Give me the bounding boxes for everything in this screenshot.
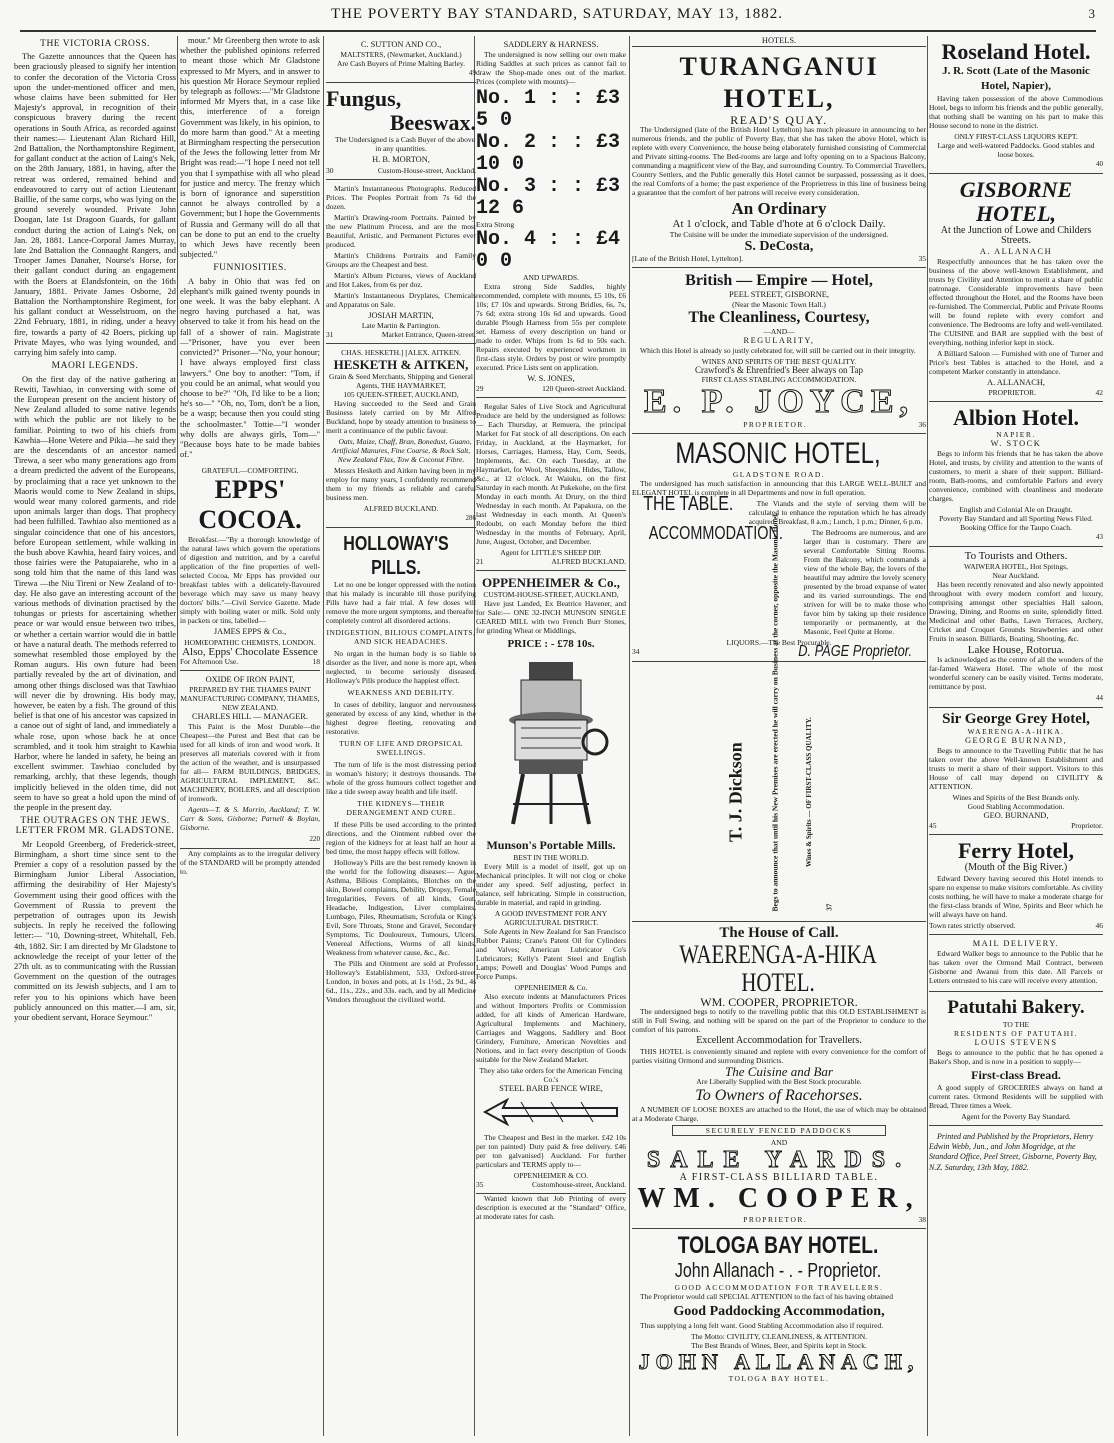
mail-text: Edward Walker begs to announce to the Public that he has taken over the Ormond Mail Contract, between Gisborne and Awanui from this date. All Parcels or Letters entrusted to his care will receive every attention. [929,948,1103,985]
victoria-cross-heading: THE VICTORIA CROSS. [40,39,150,49]
tologa-good: GOOD ACCOMMODATION FOR TRAVELLERS. [674,1283,884,1293]
waerenga-proprietor: WM. COOPER, PROPRIETOR. [700,995,858,1010]
ferry-sub: (Mouth of the Big River.) [964,862,1068,874]
morton-number: 30 [326,165,334,175]
patutahi-agent: Agent for the Poverty Bay Standard. [961,1112,1071,1122]
waerenga-billiard: A FIRST-CLASS BILLIARD TABLE. [679,1171,879,1183]
column-rule [629,36,630,1436]
ordinary-title: An Ordinary [731,199,827,219]
turanganui-title: TURANGANUI HOTEL, [679,52,879,114]
patutahi-text: Begs to announce to the public that he has opened a Baker's Shop, and is now in a position to supply— [929,1048,1103,1067]
oppenheimer2-title: OPPENHEIMER & Co. [514,982,588,992]
martin-item: Martin's Instantaneous Dryplates, Chemicals and Apparatus on Sale. [326,290,476,309]
morton-name: H. B. MORTON, [372,155,430,165]
sales-name: ALFRED BUCKLAND. [551,557,626,567]
hesketh-title: HESKETH & AITKEN, [333,356,469,372]
hesketh-number: 286 [465,513,476,522]
hotels-section-heading: HOTELS. [632,36,926,47]
martin-item: Martin's Drawing-room Portraits. Painted by the new Platinum Process, and are the most Beautiful, Artistic, and Permanent Pictures ever produced. [326,212,476,249]
turanganui-sub: READ'S QUAY. [730,113,828,128]
outrages-article: Mr Leopold Greenberg, of Frederick-street, Birmingham, a short time since sent to the Premier a copy of a resolution passed by the Birmingham Junior Liberal Association, affirming the desirability of Her Majesty's Government using their good offices with the Government of Russia to prevent the perpetration of outrages upon its Jewish subjects. In reply he received the following letter:— "10, Downing-street, Whitehall, Feb. 4th, 1882. Sir: I am directed by Mr Gladstone to acknowledge the receipt of your letter of the 27th ult. as to communicating with the Russian Government on the question of the outrages committed on its Jewish subjects, and I am to refer you to his opinions which have been publicly announced on this matter.—I am, sir, your obedient servant, Horace Seymour." [14,839,176,1023]
holloway-para: Holloway's Pills are the best remedy known in the world for the following diseases:— Ague, Asthma, Bilious Complaints, Blotches on the skin, Bowel complaints, Debility, Dropsy, Female Irregularities, Fevers of all kinds, Gout, Headache, Indigestion, Liver complaints, Lumbago, Piles, Rheumatism, Scrofula or King's Evil, Sore Throats, Stone and Gravel, Secondary Symptoms, Tic Douloureux, Tumours, Ulcers, Venereal Affections, Worms of all kinds, Weakness from whatever cause, &c., &c. [326,858,476,958]
steel-text: The Cheapest and Best in the market. £42 10s per ton painted} Duty paid & free delivery. £46 per ton galvanised} Auckland. For further particulars and TERMS apply to— [476,1133,626,1170]
sales-agent: Agent for LITTLE'S SHEEP DIP. [500,548,602,558]
ordinary-text: At 1 o'clock, and Table d'hote at 6 o'clock Daily. [672,218,886,231]
mill-price: PRICE : - £78 10s. [507,638,595,651]
turanganui-text: The Undersigned (late of the British Hotel Lyttelton) has much pleasure in announcing to her numerous friends, and the public of Poverty Bay, that she has taken the above Hotel, which is replete with every Convenience, the house being elaborately furnished consisting of Commercial and Private sitting-rooms. The Bed-rooms are large and lofty opening on to a Spacious Balcony, commanding a magnificent view of the Bay, and surrounding Country. To Commercial Travellers, Country Settlers, and the Public generally this Hotel cannot be surpassed, possessing as it does, the real Comforts of a home; the past experience of the Proprietress in this line of business being a guarantee that the comfort of her patrons will receive every consideration. [632,125,926,198]
tourists-title: To Tourists and Others. [964,550,1068,563]
jones-name: W. S. JONES, [527,374,575,384]
tologa-motto: The Motto: CIVILITY, CLEANLINESS, & ATTENTION. [690,1332,868,1342]
waerenga-owners: To Owners of Racehorses. [695,1086,863,1104]
oxide-text: This Paint is the Most Durable—the Cheapest—the Purest and Best that can be used for all kinds of iron and wood work. It preserves all materials covered with it from the action of the weather, and is unsurpassed for all— FARM BUILDINGS, BRIDGES, AGRICULTURAL IMPLEMENT, &C. MACHINERY, BOILERS, and all description of ironwork. [180,722,320,804]
munson-title: Munson's Portable Mills. [486,837,616,852]
waerenga-text: The undersigned begs to notify to the travelling public that this OLD ESTABLISHMENT is still in Full Swing, and nothing will be spared on the part of the Proprietor to conduce to the comfort of his patrons. [632,1007,926,1035]
accommodation-title: ACCOMMODATION. [648,523,783,544]
saddlery-title: SADDLERY & HARNESS. [503,40,599,49]
grey-proprietor-sub: Proprietor. [1071,821,1103,831]
martin-item: Martin's Instantaneous Photographs. Reduced Prices. The Peoples Portrait from 7s 6d the dozen. [326,183,476,211]
table-text: The Viands and the style of serving them will be calculated to enhance the reputation which he has already acquired. Breakfast, 8 a.m.; Lunch, 1 p.m.; Dinner, 6 p.m. [748,499,926,527]
ferry-text: Edward Devery having secured this Hotel intends to spare no expense to make visitors comfortable. As civility costs nothing, he will have to make a moderate charge for the first-class brands of Wine, Spirits and Beer which he will always have on hand. [929,873,1103,919]
british-title: British — Empire — Hotel, [685,271,873,289]
mail-title: MAIL DELIVERY. [972,938,1060,948]
british-text: Which this Hotel is already so justly celebrated for, will still be carried out in their integrity. [640,346,916,356]
joyce-name: E. P. JOYCE, [643,383,915,421]
oppenheimer-sub: CUSTOM-HOUSE-STREET, AUCKLAND, [483,590,619,600]
dickson-wines: Wines & Spirits — OF FIRST-CLASS QUALITY. [804,716,813,867]
masonic-sub: GLADSTONE ROAD. [732,470,826,480]
martin-name: JOSIAH MARTIN, [368,310,434,320]
oxide-manager: CHARLES HILL — MANAGER. [191,711,308,721]
patutahi-bakery-ad [929,992,1103,1126]
dickson-text: Begs to announce that until his New Premises are erected he will carry on Business at the corner, opposite the Masonic Hotel. [770,513,780,912]
outrages-heading: THE OUTRAGES ON THE JEWS. LETTER FROM MR. GLADSTONE. [15,816,175,837]
ferry-number: 46 [1095,920,1103,930]
fungus-title: Fungus, [326,86,402,112]
allanach-sub: TOLOGA BAY HOTEL. [728,1374,830,1384]
roseland-hotel-ad [929,36,1103,174]
saddle-price: No. 3 : : £3 12 6 [476,175,621,221]
sutton-title: C. SUTTON AND CO., [360,40,442,49]
oxide-sub: PREPARED BY THE THAMES PAINT MANUFACTURING COMPANY, THAMES, NEW ZEALAND. [180,684,320,712]
grey-number: 45 [929,821,937,831]
tologa-bay-hotel-ad [632,1229,926,1387]
column-6 [929,36,1103,1436]
albion-hotel-ad [929,402,1103,547]
morton-address: Custom-House-street, Auckland. [377,165,476,175]
masonic-text: The undersigned has much satisfaction in announcing that this LARGE WELL-BUILT and ELEGANT HOTEL is complete in all Departments and now in full operation. [632,479,926,498]
publication-imprint: Printed and Published by the Proprietors, Henry Edwin Webb, Jun., and John Mogridge, at the Standard Office, Peel Street, Gisborne, Poverty Bay, N.Z. Saturday, 13th May, 1882. [929,1132,1097,1172]
holloway-subhead: INDIGESTION, BILIOUS COMPLAINTS, AND SICK HEADACHES. [326,628,476,647]
tologa-title: TOLOGA BAY HOTEL. [677,1232,879,1260]
waerenga-fenced: SECURELY FENCED PADDOCKS [672,1125,886,1136]
column-5 [632,36,926,1436]
roseland-text: Having taken possession of the above Commodious Hotel, begs to inform his friends and the public generally, that nothing shall be wanting on his part to make this House second to none in the district. [929,94,1103,130]
column-2 [180,36,320,1436]
oppenheimer3-number: 35 [476,1180,484,1190]
complaints-notice: Any complaints as to the irregular delivery of the STANDARD will be promptly attended to. [180,849,320,877]
decosta-sub: [Late of the British Hotel, Lyttelton]. [632,253,744,263]
mail-delivery-ad [929,935,1103,992]
oppenheimer2-text: Also execute indents at Manufacturers Prices and without Importers Profits or Commission added, for all kinds of American Hardware, Agricultural Implements and Machinery, Carriages and Waggons, Saddlery and Boot Grindery, Furniture, American Novelties and Notions, and in fact every description of Goods suitable for the New Zealand Market. [476,991,626,1064]
gladstone-article: mour." Mr Greenberg then wrote to ask whether the published opinions referred to meant those which Mr Gladstone expressed to Mr Myers, and in answer to his question Mr Horace Seymour replied by telegraph as follows:—"Mr Gladstone informed Mr Myers that, in a case like this, interference of a foreign Government was likely, in his opinion, to do more harm than good." At a meeting at Birmingham respecting the persecution of the Jews the following letter from Mr Bright was read:—"I hope I need not tell you that I sympathise with all who plead for justice and mercy. The frenzy which is born of ignorance and superstition cannot be always controlled by a Government; but I hope the Governments of Russia and Germany will do all that can be done to put an end to the cruelty to which Jews have recently been subjected." [180,36,320,260]
albion-title: Albion Hotel. [953,405,1079,431]
epps-chocolate: Also, Epps' Chocolate Essence [182,645,318,658]
sutton-text: Are Cash Buyers of Prime Malting Barley. [336,59,466,69]
holloway-para: If these Pills be used according to the printed directions, and the Ointment rubbed over the region of the kidneys for at least half an hour at bed time, the most happy effects will follow. [326,820,476,857]
hesketh-aitken-ad [326,344,476,528]
hesketh-also: Oats, Maize, Chaff, Bran, Bonedust, Guano, Artificial Manures, Fine Coarse, & Rock Salt, New Zealand Flax, Tow & Coconut Fibre. [331,436,472,464]
martin-item: Martin's Childrens Portraits and Family Groups are the Cheapest and best. [326,250,476,269]
waiwera-ad [929,547,1103,708]
british-and: —AND— [763,326,795,336]
turanganui-hotel-ad [632,47,926,267]
oppenheimer-title: OPPENHEIMER & Co., [482,575,620,591]
decosta-number: 35 [918,253,926,263]
jones-number: 29 [476,384,484,394]
waerenga-and: AND [770,1137,788,1147]
fungus-text: The Undersigned is a Cash Buyer of the above in any quantities. [335,135,475,154]
epps-tagline: GRATEFUL—COMFORTING. [201,466,299,476]
table-title: THE TABLE. [643,493,734,516]
sales-text: Regular Sales of Live Stock and Agricultural Produce are held by the undersigned as follows:— Each Thursday, at Remuera, the principal Market for Fat stock of all descriptions. On each Friday, in Auckland, at the Haymarket, for Horses, Carriages, Harness, Hay, Corn, Seeds, Implements, &c. On each Tuesday, at the Haymarket, for Wool, Sheepskins, Hides, Tallow, &c., at 12 o'clock. At Waiuku, on the first Saturday in each month. At Pukekohe, on the first Monday in each month. At Drury, on the third Wednesday in each month. At Papakura, on the last Wednesday in each month. At Queen's Redoubt, on each Monday before the third Wednesday in the months of February, April, June, August, October, and December. [476,402,626,547]
holloway-subhead: TURN OF LIFE AND DROPSICAL SWELLINGS. [339,739,463,758]
grey-sub: WAERENGA-A-HIKA. [967,727,1065,737]
martin-address: Market Entrance, Queen-street. [381,329,476,339]
gisborne-sub: At the Junction of Lowe and Childers Streets. [940,225,1092,247]
ferry-terms: Town rates strictly observed. [929,920,1016,930]
sutton-ad [326,36,476,83]
epps-text: Breakfast.—"By a thorough knowledge of the natural laws which govern the operations of digestion and nutrition, and by a careful application of the fine properties of well-selected Cocoa, Mr Epps has provided our breakfast tables with a delicately-flavoured beverage which may save us many heavy doctors' bills."—Civil Service Gazette. Made simply with boiling water or milk. Sold only in packets or tins, labelled— [180,535,320,626]
roseland-scott: J. R. Scott (Late of the Masonic Hotel, Napier), [942,65,1090,92]
oxide-title: OXIDE OF IRON PAINT, [205,674,295,684]
sutton-sub: MALTSTERS, (Newmarket, Auckland.) [340,50,462,60]
holloway-subhead: THE KIDNEYS—THEIR DERANGEMENT AND CURE. [346,799,456,818]
british-beer: Crawford's & Ehrenfried's Beer always on Tap [695,365,863,376]
patutahi-title: Patutahi Bakery. [947,996,1085,1018]
tologa-proprietor: John Allanach - . - Proprietor. [674,1260,882,1283]
epps-cocoa-ad [180,462,320,670]
gisborne-name: A. ALLANACH [979,246,1053,256]
decosta-name: S. DeCosta, [744,238,814,254]
hesketh-sub: Grain & Seed Merchants, Shipping and General Agents, THE HAYMARKET, [329,371,473,390]
holloway-para: In cases of debility, languor and nervousness generated by excess of any kind, whether in the highest degree fleeting, renovating and restorative. [326,700,476,737]
munson-text: Every Mill is a model of itself, got up on Mechanical principles. It will not clog or choke under any speed. Self adjusting, perfect in balance, self lubricating. Simple in construction, durable in material, and rapid in grinding. [476,861,626,907]
waerenga-sale-yards: SALE YARDS. [646,1146,912,1173]
oppenheimer-mill-ad [476,571,626,1194]
grey-stabling: Good Stabling Accommodation. [967,802,1065,812]
munson-agents: Sole Agents in New Zealand for San Francisco Rubber Paints; Crane's Patent Oil for Cylinders and Valves; American Lubricator Co's Lubricators; Kelly's Patent Steel and English Lamps; Powell and Douglas' Wood Pumps and Force Pumps. [476,926,626,981]
gisborne-prop: A. ALLANACH, [987,377,1045,387]
holloway-text: Let no one be longer oppressed with the notion that his malady is incurable till those purifying Pills have had a fair trial. A few doses will remove the more urgent symptoms, and thereafter completely control all disordered actions. [326,580,476,626]
cooper-name: WM. COOPER, [637,1183,921,1215]
and-upwards: AND UPWARDS. [523,273,579,283]
holloway-title: HOLLOWAY'S PILLS. [343,533,449,580]
tologa-paddock: Good Paddocking Accommodation, [673,1304,885,1320]
column-rule [323,36,324,1436]
patutahi-bread: First-class Bread. [971,1068,1061,1083]
saddlery-text: The undersigned is now selling our own make Riding Saddles at such prices as cannot fail to draw the Shop-made ones out of the market. Prices (complete with mounts)— [476,50,626,87]
holloway-ad [326,528,476,1010]
albion-number: 43 [1096,533,1103,542]
tourists-text: Has been recently renovated and also newly appointed throughout with every modern comfort and luxury, comprising amongst other specialties Hall saloon, Drawing, Dining, and Rooms en suite, splendidly fitted. Medicinal and other Baths, Lawn Terraces, Archery, Cricket and Croquet Grounds Strawberries and other Fruits in season. Billiards, Boating, Shooting, &c. [929,579,1103,643]
waerenga-hotel-ad [632,922,926,1229]
masonic-title: MASONIC HOTEL, [675,437,881,471]
ferry-hotel-ad [929,835,1103,934]
column-4 [476,36,626,1436]
albion-booking: Booking Office for the Taupo Coach. [960,523,1072,533]
page-ad-number: 34 [632,647,640,657]
steel-intro: They also take orders for the American Fencing Co.'s [479,1065,623,1084]
british-sub: PEEL STREET, GISBORNE, [728,289,830,299]
epps-afternoon: For Afternoon Use. [180,656,239,666]
extra-strong-label: Extra Strong [476,220,515,230]
oppenheimer3: OPPENHEIMER & CO. [513,1171,589,1181]
column-1 [14,36,176,1436]
holloway-para: The turn of life is the most distressing period in woman's history; it destroys thousands. The whole of the gross humours collect together and like a tide sweep away health and life itself. [326,760,476,797]
stock-sales-ad [476,398,626,571]
albion-sub: NAPIER. [996,430,1036,440]
martin-sub: Late Martin & Partington. [361,320,441,330]
hesketh-text2: Messrs Hesketh and Aitken having been in my employ for many years, I confidently recommend them to my friends as reliable and careful business men. [326,465,476,502]
tologa-text: The Proprietor would call SPECIAL ATTENTION to the fact of his having obtained [640,1292,894,1302]
waerenga-excellent: Excellent Accommodation for Travellers. [696,1035,862,1047]
page-number: 3 [1088,6,1096,21]
saddle-price: No. 4 : : £4 0 0 [476,228,621,274]
jones-address: 120 Queen-street Auckland. [542,384,626,394]
hesketh-names: CHAS. HESKETH.] [ALEX. AITKEN. [341,347,461,357]
waerenga-title: WAERENGA-A-HIKA HOTEL. [679,940,877,998]
ferry-title: Ferry Hotel, [957,838,1075,864]
lake-house-number: 44 [1096,693,1103,702]
epps-firm: JAMES EPPS & Co., [213,627,287,637]
holloway-para: No organ in the human body is so liable to disorder as the liver, and none is more apt, when neglected, to become seriously diseased. Holloway's Pills produce the happiest effect. [326,649,476,686]
gisborne-prop-sub: PROPRIETOR. [988,388,1037,398]
saddlery-text2: Extra strong Side Saddles, highly recommended, complete with mounts, £5 10s, £6 10s; £7 10s and upwards. Strong Bridles, 6s, 7s, 7s 6d; extra strong 10s 6d and upwards. Good durable Plough Harness from 55s per complete set. Harness of every description on hand or made to order. Whips from 1s 6d to 50s each. Repairs executed by experienced workmen in first-class style. Orders by post or wire promptly executed. Price Lists sent on application. [476,282,626,373]
albion-draught: English and Colonial Ale on Draught. [959,505,1073,515]
tologa-text2: Thus supplying a long felt want. Good Stabling Accommodation also if required. [640,1321,884,1331]
gisborne-billiard: A Billiard Saloon — Furnished with one of Turner and Price's best Tables is attached to the Hotel, and a competent Marker constantly in attendance. [929,348,1103,376]
tologa-brands: The Best Brands of Wines, Beer, and Spirits kept in Stock. [691,1341,867,1351]
saddle-price: No. 1 : : £3 5 0 [476,87,621,133]
cooper-sub: PROPRIETOR. [743,1215,808,1225]
oxide-agents: Agents—T. & S. Morrin, Auckland; T. W. Carr & Sons, Gisborne; Parnell & Boylan, Gisborne. [180,805,320,833]
tourists-near: Near Auckland. [992,570,1040,580]
munson-sub: BEST IN THE WORLD. [513,852,589,862]
grey-text: Begs to announce to the Travelling Public that he has taken over the above Well-known Establishment and trusts to merit a share of their support. Visitors to this House of call may depend on CIVILITY & ATTENTION. [929,746,1103,792]
oxide-paint-ad [180,671,320,850]
patutahi-residents: RESIDENTS OF PATUTAHI. [953,1028,1078,1038]
cuisine-line: The Cuisine will be under the immediate supervision of the undersigned. [669,229,889,239]
masonic-liquors: LIQUORS.—The Best Procurable. [726,638,832,648]
dickson-number: 37 [824,903,833,911]
roseland-stable: Large and well-watered Paddocks. Good stables and loose boxes. [937,141,1095,159]
grey-proprietor: GEO. BURNAND, [983,811,1049,821]
joyce-sub: PROPRIETOR. [743,420,808,430]
gisborne-hotel-ad [929,174,1103,402]
beeswax-title: Beeswax. [389,110,476,136]
british-empire-hotel-ad [632,268,926,434]
masthead [0,6,1114,28]
albion-text: Begs to inform his friends that he has taken the above Hotel, and trusts, by civility and attention to the wants of customers, to merit a share of their support. Billiard-room, Bath-rooms, and comfortable Parlors and every convenience, combined with cleanliness and moderate charges. [929,449,1103,504]
saddle-price: No. 2 : : £3 10 0 [476,131,621,177]
waerenga-cuisine2: Are Liberally Supplied with the Best Stock procurable. [696,1076,862,1086]
funniosities-heading: FUNNIOSITIES. [213,263,287,274]
barbed-wire-illustration [481,1094,621,1130]
masthead-title: THE POVERTY BAY STANDARD, SATURDAY, MAY 13, 1882. [330,6,784,22]
column-3 [326,36,476,1436]
joyce-number: 36 [918,420,926,430]
patutahi-text2: A good supply of GROCERIES always on hand at current rates. Ormond Residents will be supplied with Bread, Three times a Week. [929,1083,1103,1111]
saddlery-ad [476,36,626,398]
grain-mill-illustration [491,658,611,828]
steel-title: STEEL BARB FENCE WIRE, [499,1083,603,1093]
lake-house-text: Is acknowledged as the centre of all the wonders of the far-famed Waiwera Hotel. The whole of the most wonderful scenery can be easily visited. Terms moderate, remittance by post. [929,654,1103,691]
sutton-number: 49 [469,69,476,78]
gisborne-number: 42 [1095,388,1103,398]
british-wines: WINES AND SPIRITS OF THE BEST QUALITY. [701,357,857,367]
hesketh-address: 105 QUEEN-STREET, AUCKLAND, [343,389,459,399]
british-stabling: FIRST CLASS STABLING ACCOMMODATION. [701,375,857,385]
column-rule [927,36,928,1436]
patutahi-to: TO THE [1002,1019,1030,1029]
top-rule [20,30,1096,32]
oppenheimer3-address: Customhouse-street, Auckland. [532,1180,626,1190]
roseland-number: 40 [1096,160,1103,168]
job-printing-notice: Wanted known that Job Printing of every description is executed at the "Standard" Office, at moderate rates for cash. [476,1194,626,1222]
roseland-liquors: ONLY FIRST-CLASS LIQUORS KEPT. [954,132,1078,141]
waerenga-boxes: A NUMBER OF LOOSE BOXES are attached to the Hotel, the use of which may be obtained at a Moderate Charge. [632,1104,926,1123]
waerenga-text2: THIS HOTEL is conveniently situated and replete with every convenience for the comfort of parties visiting Ormond and surrounding Districts. [632,1046,926,1065]
gisborne-title: GISBORNE HOTEL, [959,177,1073,227]
holloway-para: The Pills and Ointment are sold at Professor Holloway's Establishment, 533, Oxford-street London, in boxes and pots, at 1s 1½d., 2s 9d., 4s 6d., 11s., 22s., and 33s. each, and by all Medicine Vendors throughout the civilized world. [326,959,476,1005]
page-proprietor: D. PAGE Proprietor. [797,643,912,661]
martin-number: 31 [326,329,334,339]
oppenheimer-text: Have just Landed, Ex Beatrice Havener, and for Sale:— ONE 32-INCH MUNSON SINGLE GEARED MILL with two French Burr Stones, for grinding Wheat or Middlings, [476,599,626,636]
house-of-call-title: The House of Call. [719,925,839,942]
gisborne-text: Respectfully announces that he has taken over the business of the above well-known Establishment, and trusts by Civility and Attention to merit a share of public patronage. Considerable improvements have been effected throughout the Hotel, and the Rooms have been re-furnished. The Commercial, Public and Private Rooms will be found replete with every comfort and convenience. The Bedrooms are lofty and well-ventilated. The CUISINE and BAR are supplied with the best of everything, nothing inferior kept in stock. [929,256,1103,347]
martin-ad [326,180,476,344]
sales-number: 21 [476,557,484,567]
oxide-number: 220 [309,835,320,844]
waerenga-cuisine: The Cuisine and Bar [725,1063,833,1079]
allanach-name: JOHN ALLANACH, [638,1349,920,1375]
patutahi-name: LOUIS STEVENS [974,1037,1058,1047]
epps-sub: HOMŒOPATHIC CHEMISTS, LONDON. [184,637,316,647]
funniosities-article: A baby in Ohio that was fed on elephant's milk gained twenty pounds in one week. It was the baby elephant. A negro having purchased a hat, was observed to take it from his head on the fall of a shower of rain. Magistrate—"Prisoner, have you ever been convicted?" Prisoner—"No, your honour; I have always employed first class lawyers." One boy to another: "Tom, if you could be an animal, what would you choose to be?" "Oh, I'd like to be a lion; he's so—" "Oh, no, Tom, don't be a lion, be a wasp; because then you could sting the schoolmaster." Tottie—"I wonder why dolls are always girls, Tom—" "Because boys hate to be made babies of." [180,276,320,460]
holloway-subhead: WEAKNESS AND DEBILITY. [347,688,455,698]
buckland-name: ALFRED BUCKLAND. [363,503,439,513]
column-rule [177,36,178,1436]
dickson-name: T. J. Dickson [725,741,746,842]
sir-george-grey-hotel-ad [929,708,1103,835]
lake-house-title: Lake House, Rotorua. [967,643,1065,656]
epps-title: EPPS' COCOA. [198,475,302,535]
epps-number: 18 [312,656,320,666]
british-motto: The Cleanliness, Courtesy, [688,308,870,326]
munson-investment: A GOOD INVESTMENT FOR ANY AGRICULTURAL DISTRICT. [494,908,608,927]
accommodation-text: The Bedrooms are numerous, and are larger than is customary. There are several Comfortable Sitting Rooms. From the Balcony, which commands a view of the whole Bay, the lovers of the beautiful may admire the lovely scenery presented by the broad expanse of water and its varied surroundings. The end striven for will be to make those who favor him by taking up their residence temporarily or permanently, at the Masonic, Feel Quite at Home. [803,528,926,637]
british-sub2: (Near the Masonic Town Hall.) [732,299,826,309]
roseland-title: Roseland Hotel. [941,39,1091,64]
maori-legends-article: On the first day of the native gathering at Rewiti, Tawhiao, in conversing with some of the European present on the ancient history of New Zealand alluded to some native legends with which the public are not likely to be familiar. Pointing to two of his chiefs from Kawhia—Hone Wetere and Pikia—he said they are the descendants of an ancestor named Tirewa, a seer who many generations ago from a dream predicted the advent of the Europeans, by proclaiming that a race yet unknown to the Maoris would come to New Zealand in ships, would wear many colored garments, and ride upon animals larger than dogs. That prophecy had been fulfilled. Tawhiao also mentioned as a singular coincidence that one of his ancestors, before European settlement, while walking in the bush above Kawhia, heard fairy voices, and those fairies were the Patupaiarehe, who in a song told him that the name of this land was Tirewa —the Niu Tireni or New Zealand of to-day. He also gave an interesting account of the various methods of divination practised by the tohungas or priests for ascertaining whether peace or war would ensue between two tribes, or whether a certain warrior would die in battle or have a natural death. The methods referred to somewhat resembled those employed by the Roman augurs. His own future had been partially revealed by the art of divination, and among other things disclosed was that Tawhiao will never die by drowning. His body may, however, be eaten by a fish. The ground of this belief is that one of his ancestor was capsized in a canoe out of sight of land, and immediately a whale rose, upon whose back he at once scrambled, and it took him straight to Kawhia Harbor, where he landed in safety, he being an excellent swimmer. Tawhiao concluded by remarking, archly, that these legends, though implicitly believed in the olden time, did not seem to have so great a hold upon the mind of the people in the present day. [14,374,176,813]
martin-item: Martin's Album Pictures, views of Auckland and Hot Lakes, from 6s per doz. [326,270,476,289]
fungus-ad [326,83,476,179]
grey-title: Sir George Grey Hotel, [942,711,1090,728]
tourists-hotel: WAIWERA HOTEL, Hot Springs, [964,561,1068,571]
cooper-number: 38 [918,1215,926,1225]
albion-papers: Poverty Bay Standard and all Sporting News Filed. [939,514,1093,524]
maori-legends-heading: MAORI LEGENDS. [51,361,139,372]
grey-name: GEORGE BURNAND, [964,736,1068,746]
hesketh-text: Having succeeded to the Seed and Grain Business lately carried on by Mr Alfred Buckland, hope by steady attention to business to merit a continuance of the public favour. [326,398,476,435]
british-regularity: REGULARITY, [743,335,815,345]
albion-name: W. STOCK [990,439,1042,449]
victoria-cross-article: The Gazette announces that the Queen has been graciously pleased to signify her intention to confer the decoration of the Victoria Cross upon the under-mentioned officer and men, whose claims have been submitted for Her Majesty's approval, in recognition of their conspicuous bravery during the recent operations in South Africa, as recorded against their names:— Lieutenant Alan Richard Hill, 2nd Battalion, the Northamptonshire Regiment, for gallant conduct at the action of Laing's Nek, on the 28th January, 1881, in having, after the retreat was ordered, remained behind and endeavoured to carry out of action Lieutenant Baillie, of the same corps, who was lying on the ground severely wounded. Private John Doogan, late 1st Dragoon Guards, for gallant conduct during the action of Laing's Nek, on Jan. 28, 1881. Lance-Corporal James Murray, late 2nd Battalion the Connaught Rangers, and Trooper James Danaher, Nourse's Horse, for their gallant conduct during an engagement with the Boers at Elandsfontein, on the 16th January, 1881. Private James Osborne, 2d Battalion the Northamptonshire Regiment, for his gallant conduct at Wesselstroom, on the 22nd February, 1881, in riding, under a heavy fire, towards a party of 42 Boers, picking up Private Mayes, who was lying wounded, and carrying him safely into camp. [14,52,176,358]
grey-wines: Wines and Spirits of the Best Brands only. [952,793,1080,803]
